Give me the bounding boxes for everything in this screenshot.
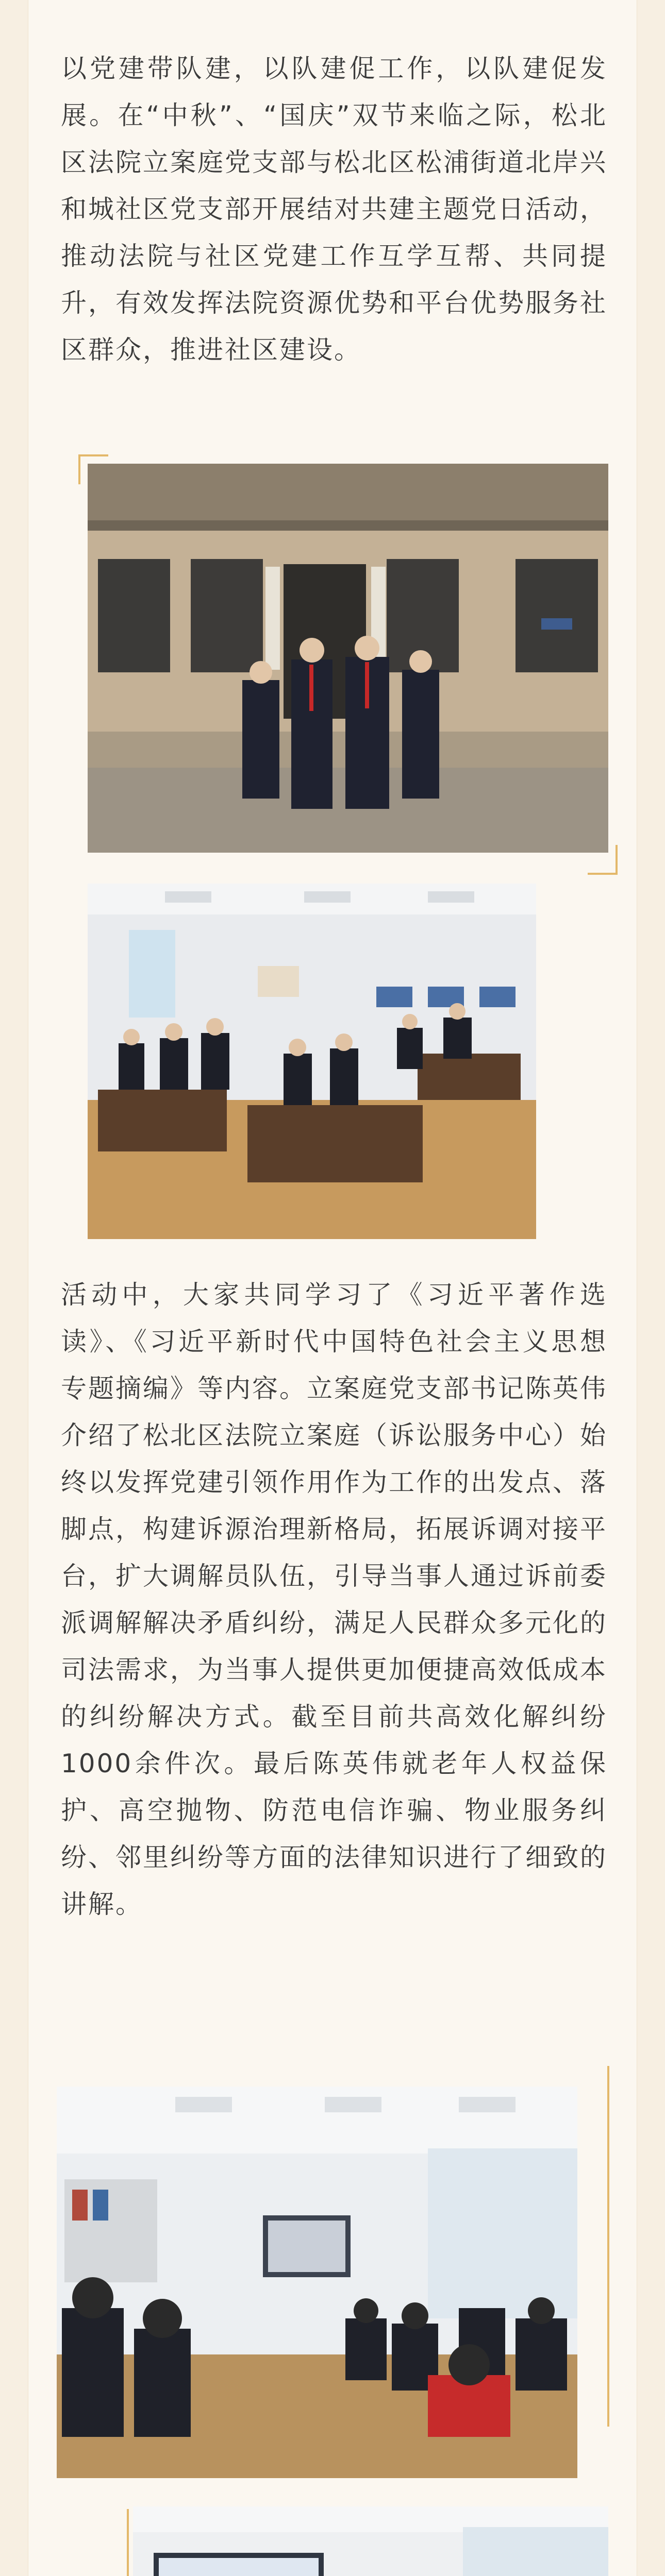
activity-paragraph: 活动中，大家共同学习了《习近平著作选读》、《习近平新时代中国特色社会主义思想专题摘编》等内容。立案庭党支部书记陈英伟介绍了松北区法院立案庭（诉讼服务中心）始终以发挥党建引领作用作为工作的出发点、落脚点，构建诉源治理新格局，拓展诉调对接平台，扩大调解员队伍，引导当事人通过诉前委派调解解决矛盾纠纷，满足人民群众多元化的司法需求，为当事人提供更加便捷高效低成本的纠纷解决方式。截至目前共高效化解纠纷1000余件次。最后陈英伟就老年人权益保护、高空抛物、防范电信诈骗、物业服务纠纷、邻里纠纷等方面的法律知识进行了细致的讲解。 <box>61 1280 607 1919</box>
speaker-podium-photo <box>133 2506 608 2576</box>
lecture-audience-photo <box>57 2087 577 2478</box>
meeting-room-photo <box>88 884 536 1239</box>
side-bracket-icon <box>603 2066 613 2427</box>
intro-paragraph: 以党建带队建，以队建促工作，以队建促发展。在“中秋”、“国庆”双节来临之际，松北区法院立案庭党支部与松北区松浦街道北岸兴和城社区党支部开展结对共建主题党日活动，推动法院与社区党建工作互学互帮、共同提升，有效发挥法院资源优势和平台优势服务社区群众，推进社区建设。 <box>61 54 607 365</box>
side-bracket-icon <box>123 2509 133 2576</box>
group-photo-building <box>88 464 608 853</box>
